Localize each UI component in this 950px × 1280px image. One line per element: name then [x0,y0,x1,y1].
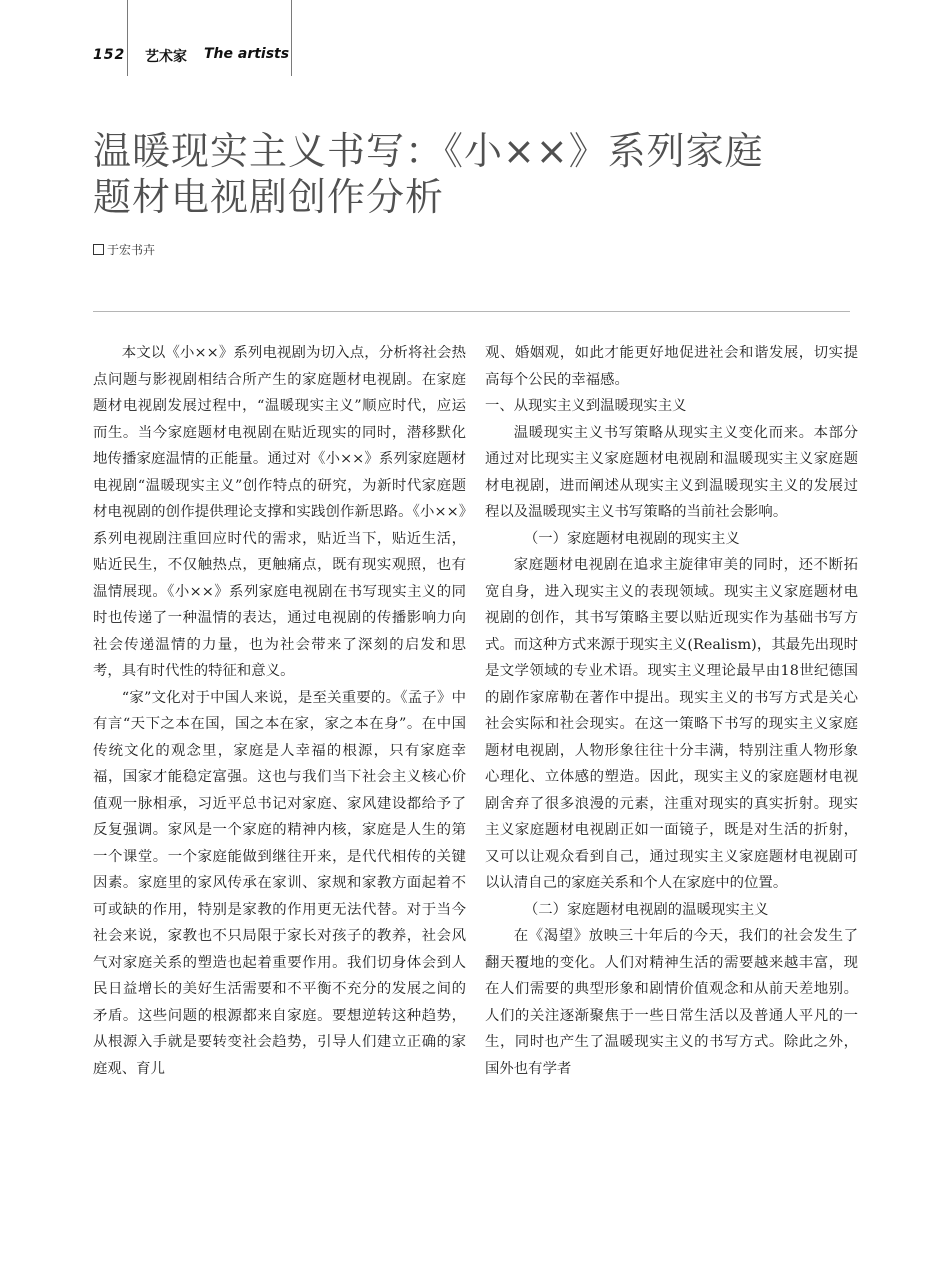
author-name: 于宏书卉 [107,243,156,257]
header-divider-left [127,0,128,76]
title-line-2: 题材电视剧创作分析 [93,175,445,219]
article-title [93,128,853,220]
section-heading: 一、从现实主义到温暖现实主义 [485,398,687,414]
body-paragraph: 本文以《小××》系列电视剧为切入点，分析将社会热点问题与影视剧相结合所产生的家庭题材电视剧。在家庭题材电视剧发展过程中，“温暖现实主义”顺应时代，应运而生。当今家庭题材电视剧在贴近现实的同时，潜移默化地传播家庭温情的正能量。通过对《小××》系列家庭题材电视剧“温暖现实主义”创作特点的研究，为新时代家庭题材电视剧的创作提供理论支撑和实践创作新思路。《小××》系列电视剧注重回应时代的需求，贴近当下，贴近生活，贴近民生，不仅触热点，更触痛点，既有现实观照，也有温情展现。《小××》系列家庭电视剧在书写现实主义的同时也传递了一种温情的表达，通过电视剧的传播影响力向社会传递温情的力量，也为社会带来了深刻的启发和思考，具有时代性的特征和意义。 [93,345,466,679]
title-line-1: 温暖现实主义书写：《小××》系列家庭 [93,129,764,173]
magazine-name-en: The artists [204,46,290,62]
continued-paragraph: 观、婚姻观，如此才能更好地促进社会和谐发展，切实提高每个公民的幸福感。 [485,345,858,388]
magazine-name-cn: 艺术家 [145,49,187,65]
author-byline [93,241,155,258]
header-divider-right [291,0,292,76]
right-column [485,340,858,1082]
subsection-heading: （一）家庭题材电视剧的现实主义 [523,530,740,547]
subsection-heading: （二）家庭题材电视剧的温暖现实主义 [523,901,769,918]
left-column [93,340,466,1082]
title-rule [93,311,850,312]
square-bullet-icon [93,244,104,255]
page-number: 152 [93,47,126,63]
body-paragraph: 在《渴望》放映三十年后的今天，我们的社会发生了翻天覆地的变化。人们对精神生活的需要越来越丰富，现在人们需要的典型形象和剧情价值观念和从前天差地别。人们的关注逐渐聚焦于一些日常生活以及普通人平凡的一生，同时也产生了温暖现实主义的书写方式。除此之外，国外也有学者 [485,928,858,1077]
body-paragraph: 家庭题材电视剧在追求主旋律审美的同时，还不断拓宽自身，进入现实主义的表现领域。现实主义家庭题材电视剧的创作，其书写策略主要以贴近现实作为基础书写方式。而这种方式来源于现实主义(Realism)，其最先出现时是文学领域的专业术语。现实主义理论最早由18世纪德国的剧作家席勒在著作中提出。现实主义的书写方式是关心社会实际和社会现实。在这一策略下书写的现实主义家庭题材电视剧，人物形象往往十分丰满，特别注重人物形象心理化、立体感的塑造。因此，现实主义的家庭题材电视剧舍弃了很多浪漫的元素，注重对现实的真实折射。现实主义家庭题材电视剧正如一面镜子，既是对生活的折射，又可以让观众看到自己，通过现实主义家庭题材电视剧可以认清自己的家庭关系和个人在家庭中的位置。 [485,557,858,891]
running-header [93,44,290,66]
body-paragraph: “家”文化对于中国人来说，是至关重要的。《孟子》中有言“天下之本在国，国之本在家，家之本在身”。在中国传统文化的观念里，家庭是人幸福的根源，只有家庭幸福，国家才能稳定富强。这也与我们当下社会主义核心价值观一脉相承，习近平总书记对家庭、家风建设都给予了反复强调。家风是一个家庭的精神内核，家庭是人生的第一个课堂。一个家庭能做到继往开来，是代代相传的关键因素。家庭里的家风传承在家训、家规和家教方面起着不可或缺的作用，特别是家教的作用更无法代替。对于当今社会来说，家教也不只局限于家长对孩子的教养，社会风气对家庭关系的塑造也起着重要作用。我们切身体会到人民日益增长的美好生活需要和不平衡不充分的发展之间的矛盾。这些问题的根源都来自家庭。要想逆转这种趋势，从根源入手就是要转变社会趋势，引导人们建立正确的家庭观、育儿 [93,689,466,1077]
body-paragraph: 温暖现实主义书写策略从现实主义变化而来。本部分通过对比现实主义家庭题材电视剧和温暖现实主义家庭题材电视剧，进而阐述从现实主义到温暖现实主义的发展过程以及温暖现实主义书写策略的当前社会影响。 [485,424,858,520]
